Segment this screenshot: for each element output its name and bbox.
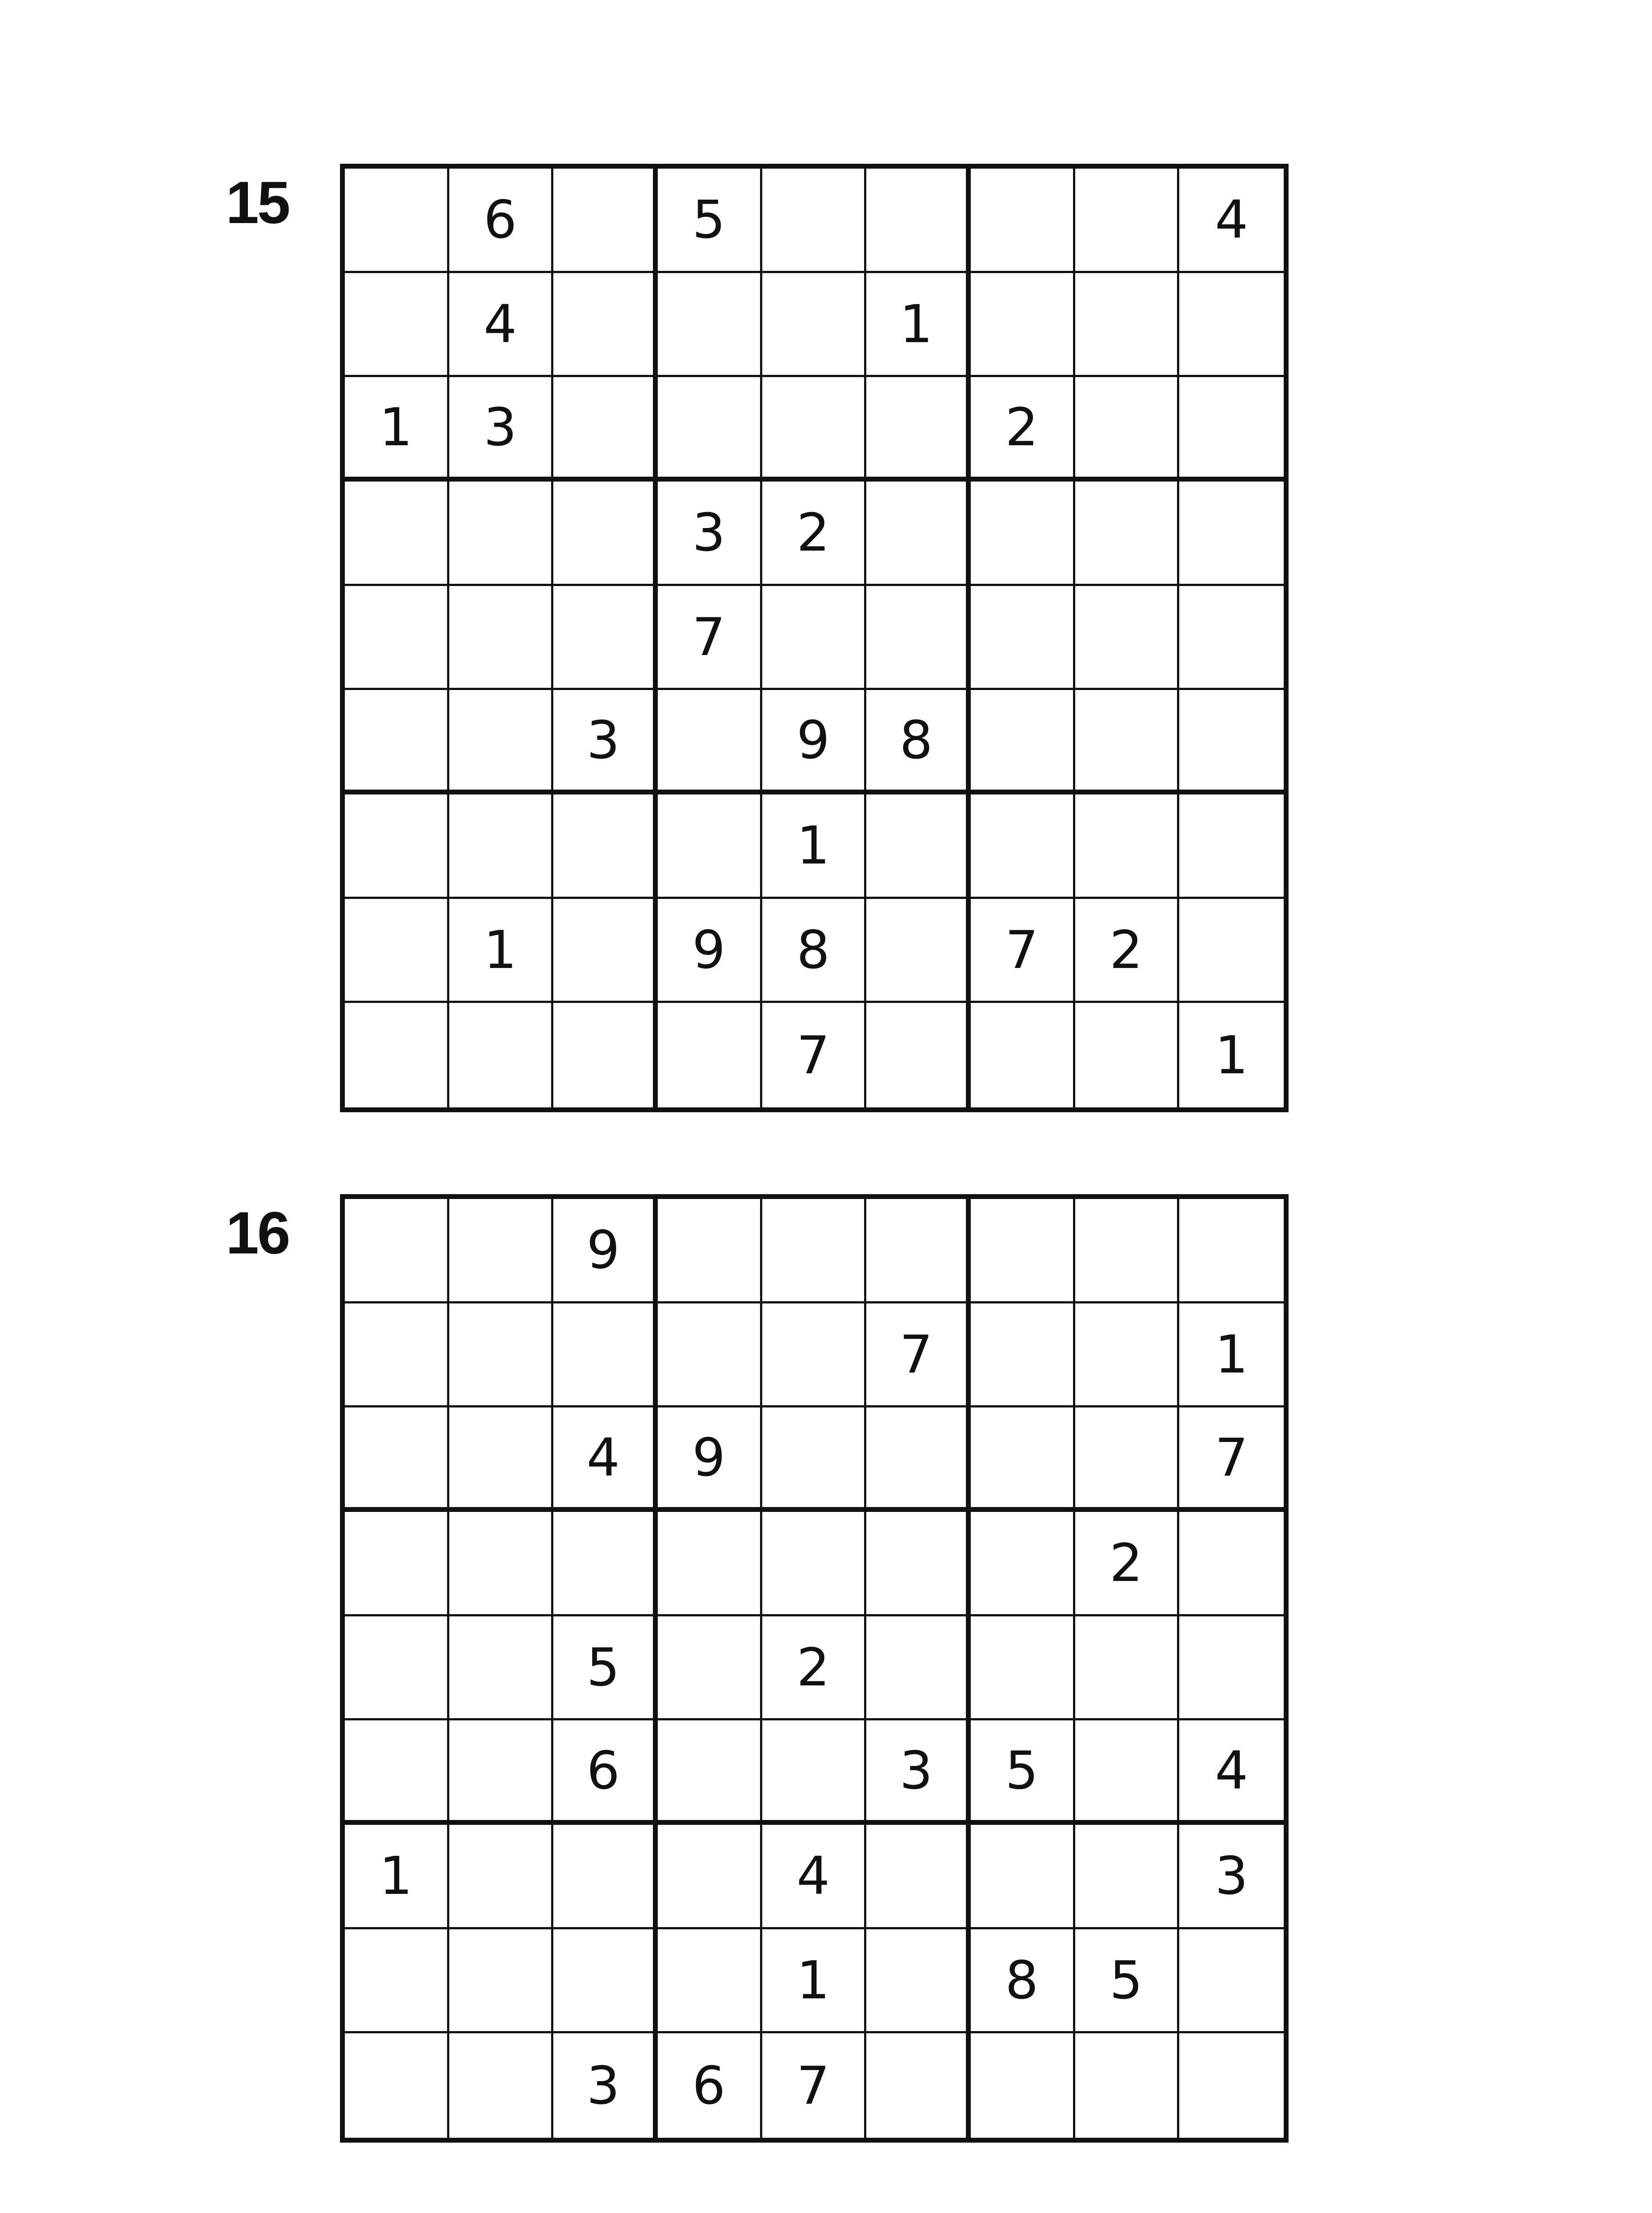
sudoku-cell[interactable]: [1075, 169, 1180, 273]
sudoku-cell[interactable]: 7: [762, 1003, 867, 1107]
sudoku-cell[interactable]: [345, 273, 449, 378]
sudoku-cell[interactable]: 1: [345, 1825, 449, 1929]
sudoku-cell[interactable]: 2: [1075, 899, 1180, 1003]
sudoku-puzzle-16: [0, 1194, 1652, 2146]
sudoku-grid: [340, 164, 1289, 1112]
sudoku-cell[interactable]: [345, 1003, 449, 1107]
sudoku-cell[interactable]: [1075, 273, 1180, 378]
sudoku-cell[interactable]: [449, 482, 554, 586]
sudoku-cell[interactable]: [449, 1720, 554, 1825]
sudoku-cell[interactable]: [345, 1407, 449, 1512]
sudoku-cell[interactable]: [658, 690, 762, 794]
sudoku-cell[interactable]: 7: [658, 586, 762, 690]
sudoku-cell[interactable]: [1179, 273, 1284, 378]
sudoku-cell[interactable]: 7: [1179, 1407, 1284, 1512]
puzzle-number: 16: [226, 1199, 289, 1266]
sudoku-cell[interactable]: [553, 1825, 658, 1929]
sudoku-cell[interactable]: [345, 1512, 449, 1616]
sudoku-cell[interactable]: [1179, 1512, 1284, 1616]
sudoku-cell[interactable]: [971, 1003, 1075, 1107]
sudoku-cell[interactable]: [971, 794, 1075, 899]
sudoku-cell[interactable]: [866, 169, 971, 273]
sudoku-cell[interactable]: [658, 273, 762, 378]
sudoku-cell[interactable]: 8: [866, 690, 971, 794]
sudoku-cell[interactable]: [1179, 1616, 1284, 1721]
puzzle-number: 15: [226, 169, 289, 236]
sudoku-cell[interactable]: [449, 2033, 554, 2138]
sudoku-cell[interactable]: 2: [971, 377, 1075, 482]
sudoku-cell[interactable]: [866, 1929, 971, 2034]
sudoku-cell[interactable]: [1075, 586, 1180, 690]
sudoku-cell[interactable]: [553, 1303, 658, 1408]
sudoku-cell[interactable]: [762, 1407, 867, 1512]
sudoku-cell[interactable]: 7: [762, 2033, 867, 2138]
sudoku-cell[interactable]: [1075, 1303, 1180, 1408]
sudoku-cell[interactable]: [449, 1929, 554, 2034]
sudoku-cell[interactable]: [658, 1825, 762, 1929]
sudoku-cell[interactable]: [762, 1199, 867, 1303]
sudoku-cell[interactable]: [866, 586, 971, 690]
sudoku-cell[interactable]: 4: [1179, 169, 1284, 273]
sudoku-cell[interactable]: [553, 899, 658, 1003]
sudoku-cell[interactable]: [553, 273, 658, 378]
sudoku-cell[interactable]: [449, 1825, 554, 1929]
sudoku-cell[interactable]: 4: [553, 1407, 658, 1512]
sudoku-cell[interactable]: 3: [553, 2033, 658, 2138]
sudoku-cell[interactable]: [449, 1303, 554, 1408]
sudoku-cell[interactable]: 9: [762, 690, 867, 794]
sudoku-cell[interactable]: [762, 377, 867, 482]
sudoku-cell[interactable]: [1179, 586, 1284, 690]
sudoku-cell[interactable]: [553, 1003, 658, 1107]
sudoku-cell[interactable]: [971, 1303, 1075, 1408]
sudoku-cell[interactable]: [971, 1616, 1075, 1721]
sudoku-cell[interactable]: 9: [553, 1199, 658, 1303]
sudoku-cell[interactable]: [553, 377, 658, 482]
sudoku-cell[interactable]: [449, 1616, 554, 1721]
sudoku-cell[interactable]: [1179, 482, 1284, 586]
sudoku-cell[interactable]: 5: [971, 1720, 1075, 1825]
sudoku-cell[interactable]: [1075, 482, 1180, 586]
sudoku-cell[interactable]: [1075, 690, 1180, 794]
sudoku-cell[interactable]: [345, 1303, 449, 1408]
sudoku-cell[interactable]: [762, 273, 867, 378]
sudoku-cell[interactable]: [762, 1512, 867, 1616]
sudoku-cell[interactable]: 8: [762, 899, 867, 1003]
sudoku-cell[interactable]: 9: [658, 1407, 762, 1512]
sudoku-cell[interactable]: 5: [1075, 1929, 1180, 2034]
sudoku-cell[interactable]: [866, 1199, 971, 1303]
sudoku-cell[interactable]: [658, 377, 762, 482]
sudoku-cell[interactable]: 3: [1179, 1825, 1284, 1929]
sudoku-cell[interactable]: [971, 1512, 1075, 1616]
sudoku-cell[interactable]: 3: [449, 377, 554, 482]
sudoku-cell[interactable]: [866, 794, 971, 899]
sudoku-cell[interactable]: [866, 1003, 971, 1107]
sudoku-cell[interactable]: 5: [553, 1616, 658, 1721]
sudoku-cell[interactable]: [866, 2033, 971, 2138]
sudoku-puzzle-15: [0, 164, 1652, 1115]
sudoku-cell[interactable]: [553, 1929, 658, 2034]
sudoku-cell[interactable]: [971, 273, 1075, 378]
sudoku-cell[interactable]: [345, 482, 449, 586]
sudoku-cell[interactable]: [658, 1003, 762, 1107]
sudoku-cell[interactable]: 7: [866, 1303, 971, 1408]
sudoku-cell[interactable]: 4: [1179, 1720, 1284, 1825]
sudoku-cell[interactable]: [762, 1303, 867, 1408]
sudoku-cell[interactable]: [449, 794, 554, 899]
sudoku-cell[interactable]: 4: [449, 273, 554, 378]
sudoku-cell[interactable]: [449, 1199, 554, 1303]
sudoku-cell[interactable]: 1: [762, 794, 867, 899]
sudoku-cell[interactable]: 2: [762, 482, 867, 586]
sudoku-cell[interactable]: [1179, 1929, 1284, 2034]
sudoku-cell[interactable]: [762, 586, 867, 690]
sudoku-cell[interactable]: [1179, 794, 1284, 899]
sudoku-cell[interactable]: [345, 1616, 449, 1721]
sudoku-cell[interactable]: [658, 1616, 762, 1721]
sudoku-cell[interactable]: [658, 1929, 762, 2034]
sudoku-cell[interactable]: [1075, 1199, 1180, 1303]
sudoku-cell[interactable]: [345, 586, 449, 690]
sudoku-cell[interactable]: [971, 586, 1075, 690]
sudoku-cell[interactable]: [553, 794, 658, 899]
sudoku-cell[interactable]: [1179, 1199, 1284, 1303]
sudoku-cell[interactable]: [1179, 377, 1284, 482]
sudoku-cell[interactable]: [1075, 794, 1180, 899]
sudoku-cell[interactable]: [345, 1199, 449, 1303]
sudoku-cell[interactable]: [449, 690, 554, 794]
sudoku-cell[interactable]: 3: [658, 482, 762, 586]
sudoku-cell[interactable]: [345, 899, 449, 1003]
sudoku-cell[interactable]: [971, 2033, 1075, 2138]
sudoku-cell[interactable]: 9: [658, 899, 762, 1003]
sudoku-cell[interactable]: [1075, 2033, 1180, 2138]
sudoku-cell[interactable]: [971, 482, 1075, 586]
sudoku-cell[interactable]: 2: [762, 1616, 867, 1721]
sudoku-cell[interactable]: 6: [658, 2033, 762, 2138]
sudoku-cell[interactable]: [971, 1199, 1075, 1303]
sudoku-cell[interactable]: [658, 794, 762, 899]
sudoku-cell[interactable]: [1075, 1616, 1180, 1721]
sudoku-cell[interactable]: [866, 1407, 971, 1512]
sudoku-cell[interactable]: [345, 794, 449, 899]
sudoku-cell[interactable]: [1075, 1720, 1180, 1825]
sudoku-cell[interactable]: [553, 1512, 658, 1616]
sudoku-cell[interactable]: [1179, 2033, 1284, 2138]
sudoku-cell[interactable]: [971, 1825, 1075, 1929]
sudoku-cell[interactable]: [658, 1512, 762, 1616]
sudoku-cell[interactable]: [866, 899, 971, 1003]
sudoku-cell[interactable]: [1075, 1825, 1180, 1929]
sudoku-cell[interactable]: [658, 1303, 762, 1408]
sudoku-cell[interactable]: [971, 169, 1075, 273]
sudoku-cell[interactable]: 1: [1215, 1025, 1248, 1086]
sudoku-cell[interactable]: [866, 482, 971, 586]
sudoku-cell[interactable]: 1: [345, 377, 449, 482]
sudoku-cell[interactable]: 7: [971, 899, 1075, 1003]
sudoku-cell[interactable]: [345, 1720, 449, 1825]
sudoku-cell[interactable]: 3: [866, 1720, 971, 1825]
sudoku-cell[interactable]: 4: [762, 1825, 867, 1929]
sudoku-cell[interactable]: [1075, 377, 1180, 482]
sudoku-cell[interactable]: [553, 586, 658, 690]
sudoku-cell[interactable]: [971, 690, 1075, 794]
sudoku-cell[interactable]: [762, 1720, 867, 1825]
sudoku-cell[interactable]: [449, 1003, 554, 1107]
sudoku-cell[interactable]: 2: [1075, 1512, 1180, 1616]
sudoku-cell[interactable]: [345, 690, 449, 794]
sudoku-cell[interactable]: [345, 169, 449, 273]
sudoku-cell[interactable]: [658, 1199, 762, 1303]
sudoku-cell[interactable]: [449, 1407, 554, 1512]
sudoku-cell[interactable]: [866, 377, 971, 482]
sudoku-cell[interactable]: [971, 1407, 1075, 1512]
sudoku-cell[interactable]: 5: [658, 169, 762, 273]
sudoku-cell[interactable]: [345, 1929, 449, 2034]
sudoku-cell[interactable]: [866, 1825, 971, 1929]
sudoku-cell[interactable]: [866, 1512, 971, 1616]
sudoku-cell[interactable]: 1: [866, 273, 971, 378]
sudoku-cell[interactable]: 1: [762, 1929, 867, 2034]
sudoku-cell[interactable]: 3: [553, 690, 658, 794]
sudoku-cell[interactable]: 6: [449, 169, 554, 273]
sudoku-cell[interactable]: [762, 169, 867, 273]
sudoku-cell[interactable]: [1179, 690, 1284, 794]
sudoku-cell[interactable]: [1075, 1003, 1180, 1107]
sudoku-cell[interactable]: [449, 1512, 554, 1616]
sudoku-cell[interactable]: 6: [553, 1720, 658, 1825]
sudoku-cell[interactable]: [553, 482, 658, 586]
sudoku-cell[interactable]: [866, 1616, 971, 1721]
sudoku-cell[interactable]: [553, 169, 658, 273]
sudoku-cell[interactable]: 8: [971, 1929, 1075, 2034]
sudoku-cell[interactable]: 1: [1179, 1303, 1284, 1408]
sudoku-cell[interactable]: [1075, 1407, 1180, 1512]
sudoku-grid: [340, 1194, 1289, 2143]
sudoku-cell[interactable]: 1: [449, 899, 554, 1003]
sudoku-cell[interactable]: [658, 1720, 762, 1825]
sudoku-cell[interactable]: [1179, 899, 1284, 1003]
sudoku-cell[interactable]: [345, 2033, 449, 2138]
sudoku-cell[interactable]: [449, 586, 554, 690]
